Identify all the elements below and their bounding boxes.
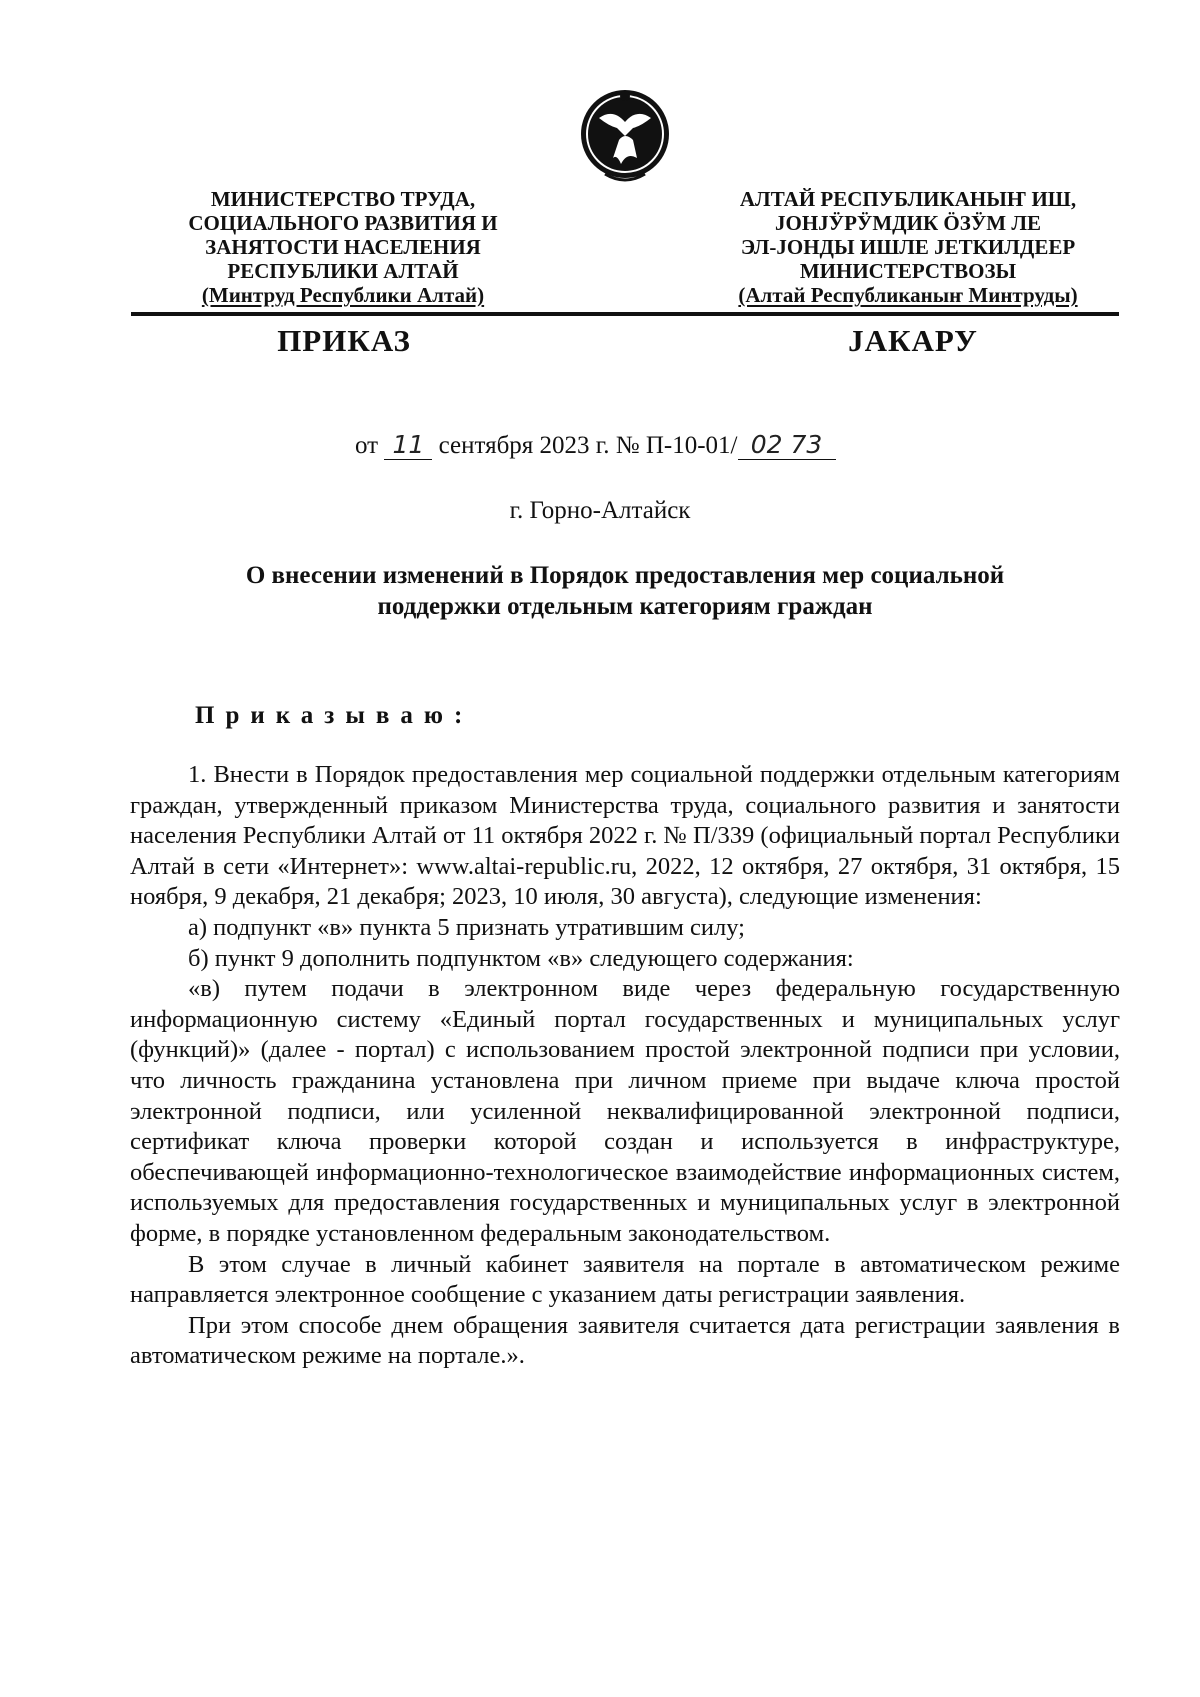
paragraph: а) подпункт «в» пункта 5 признать утратившим силу;: [188, 913, 745, 941]
subject-line: О внесении изменений в Порядок предоставления мер социальной: [245, 562, 1005, 589]
ministry-name-line: СОЦИАЛЬНОГО РАЗВИТИЯ И: [188, 211, 498, 235]
order-subject: [130, 560, 1120, 622]
ministry-name-line: JОНJӰРӰМДИК ӦЗӰМ ЛЕ: [775, 211, 1041, 235]
ministry-abbreviation: (Алтай Республиканыҥ Минтруды): [738, 283, 1078, 307]
order-title-altai: JАКАРУ: [848, 323, 978, 358]
paragraph: «в) путем подачи в электронном виде через федеральную государственную информационную систему «Единый портал государственных и муниципальных услуг (функций)» (далее - портал) с использованием простой электронной подписи при условии, что личность гражданина установлена при личном приеме при выдаче ключа простой электронной подписи, или усиленной неквалифицированной электронной подписи, сертификат ключа проверки которой создан и используется в инфраструктуре, обеспечивающей информационно-технологическое взаимодействие информационных систем, используемых для предоставления государственных и муниципальных услуг в электронной форме, в порядке установленном федеральным законодательством.: [130, 975, 1120, 1247]
header-divider: [131, 312, 1119, 316]
ministry-name-line: МИНИСТЕРСТВО ТРУДА,: [210, 187, 476, 211]
ministry-name-line: АЛТАЙ РЕСПУБЛИКАНЫҤ ИШ,: [739, 187, 1077, 211]
coat-of-arms-emblem: [575, 78, 675, 190]
ministry-name-line: РЕСПУБЛИКИ АЛТАЙ: [227, 259, 459, 283]
ministry-name-russian: [143, 187, 543, 307]
subject-line: поддержки отдельным категориям граждан: [377, 593, 873, 620]
handwritten-order-number: 02 73: [738, 430, 836, 460]
ministry-name-line: ЗАНЯТОСТИ НАСЕЛЕНИЯ: [205, 235, 481, 259]
order-date-number: [355, 430, 836, 460]
paragraph: В этом случае в личный кабинет заявителя на портале в автоматическом режиме направляется электронное сообщение с указанием даты регистрации заявления.: [130, 1250, 1120, 1309]
order-body: [130, 760, 1120, 1372]
paragraph: 1. Внести в Порядок предоставления мер социальной поддержки отдельным категориям граждан, утвержденный приказом Министерства труда, социального развития и занятости населения Республики Алтай от 11 октября 2022 г. № П/339 (официальный портал Республики Алтай в сети «Интернет»: www.altai-republic.ru, 2022, 12 октября, 27 октября, 31 октября, 15 ноября, 9 декабря, 21 декабря; 2023, 10 июля, 30 августа), следующие изменения:: [130, 761, 1120, 911]
handwritten-day: 11: [384, 430, 432, 460]
city-line: г. Горно-Алтайск: [509, 497, 691, 524]
ministry-name-line: МИНИСТЕРСТВОЗЫ: [799, 259, 1017, 283]
date-prefix: от: [355, 432, 379, 459]
ministry-abbreviation: (Минтруд Республики Алтай): [201, 283, 485, 307]
paragraph: б) пункт 9 дополнить подпунктом «в» следующего содержания:: [188, 944, 854, 972]
date-month-number: сентября 2023 г. № П-10-01/: [438, 432, 738, 459]
order-title-russian: ПРИКАЗ: [277, 323, 411, 358]
paragraph: При этом способе днем обращения заявителя считается дата регистрации заявления в автоматическом режиме на портале.».: [130, 1311, 1120, 1370]
ministry-name-line: ЭЛ-JОНДЫ ИШЛЕ JЕТКИЛДЕЕР: [740, 235, 1076, 259]
ministry-name-altai: [708, 187, 1108, 307]
decree-word: Приказываю:: [195, 702, 474, 729]
